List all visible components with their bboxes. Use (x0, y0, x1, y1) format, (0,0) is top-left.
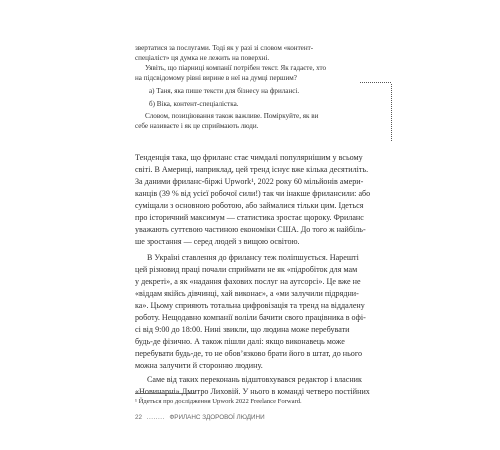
main-line: «віддам якійсь дівчинці, хай виконає», а «ми залучили підрядни- (135, 289, 359, 298)
footnote-divider (135, 393, 195, 394)
main-line: у декреті», а як «надання фахових послуг на аутсорсі». Це вже не (135, 277, 361, 286)
boxed-line: Уявіть, що піарниці компанії потрібен текст. Як гадаєте, хто (145, 64, 327, 72)
main-line: Саме від таких переконань відштовхувався редактор і власник (147, 375, 362, 384)
boxed-insert (135, 43, 390, 144)
main-line: про історичний максимум — статистика зростає щороку. Фриланс (135, 213, 364, 222)
boxed-option-b: б) Віка, контент-спеціалістка. (149, 100, 239, 108)
footer-dots: ........ (146, 414, 165, 421)
boxed-line: спеціаліст» ця думка не лежить на поверхні. (135, 54, 270, 62)
main-line: цей різновид праці почали сприймати не як «підробіток для мам (135, 265, 358, 274)
main-line: ше зростання — серед людей з вищою освітою. (135, 237, 300, 246)
book-title: ФРИЛАНС ЗДОРОВОЇ ЛЮДИНИ (169, 414, 265, 421)
boxed-option-a: а) Таня, яка пише тексти для бізнесу на фрилансі. (149, 87, 300, 95)
main-line: будь-де фізично. А також пішли далі: якщо виконавець може (135, 337, 345, 346)
boxed-line: звертатися за послугами. Тоді як у разі зі словом «контент- (135, 44, 314, 52)
main-line: суміщали з основною роботою, або займалися тільки цим. Ідеться (135, 201, 364, 210)
boxed-line: Словом, позиціювання також важливе. Поміркуйте, як ви (145, 112, 319, 120)
main-line: ка». Цьому сприяють тотальна цифровізація та тренд на віддалену (135, 301, 365, 310)
main-line: Тенденція така, що фриланс стає чимдалі популярнішим у всьому (135, 153, 363, 162)
main-line: світі. В Америці, наприклад, цей тренд існує вже кілька десятиліть. (135, 165, 369, 174)
main-line: сі від 9:00 до 18:00. Нині звикли, що людина може перебувати (135, 325, 350, 334)
boxed-line: себе називаєте і як це сприймають люди. (135, 122, 259, 130)
main-line: За даними фриланс-біржі Upwork¹, 2022 року 60 мільйонів амери- (135, 177, 364, 186)
main-line: канців (39 % від усієї робочої сили!) так чи інакше фрилансили: або (135, 189, 371, 198)
box-dotted-right-border (390, 84, 392, 141)
main-line: перебувати будь-де, то не обов’язково брати його в штат, до нього (135, 349, 363, 358)
running-footer (135, 413, 265, 422)
footnote: ¹ Йдеться про дослідження Upwork 2022 Freelance Forward. (135, 398, 302, 405)
main-line: В Україні ставлення до фрилансу теж поліпшується. Нарешті (147, 253, 359, 262)
main-line: «Новинарні» Дмитро Лиховій. У нього в команді четверо постійних (135, 387, 370, 396)
page-number: 22 (135, 414, 143, 421)
main-line: можна залучити й сторонню людину. (135, 361, 263, 370)
main-line: роботу. Нещодавно компанії воліли бачити свого працівника в офі- (135, 313, 366, 322)
box-dotted-top-border (360, 82, 391, 83)
boxed-line: на підсвідомому рівні вирине в неї на думці першим? (135, 74, 297, 82)
main-line: уважають суттєвою частиною економіки США. До того ж найбіль- (135, 225, 366, 234)
